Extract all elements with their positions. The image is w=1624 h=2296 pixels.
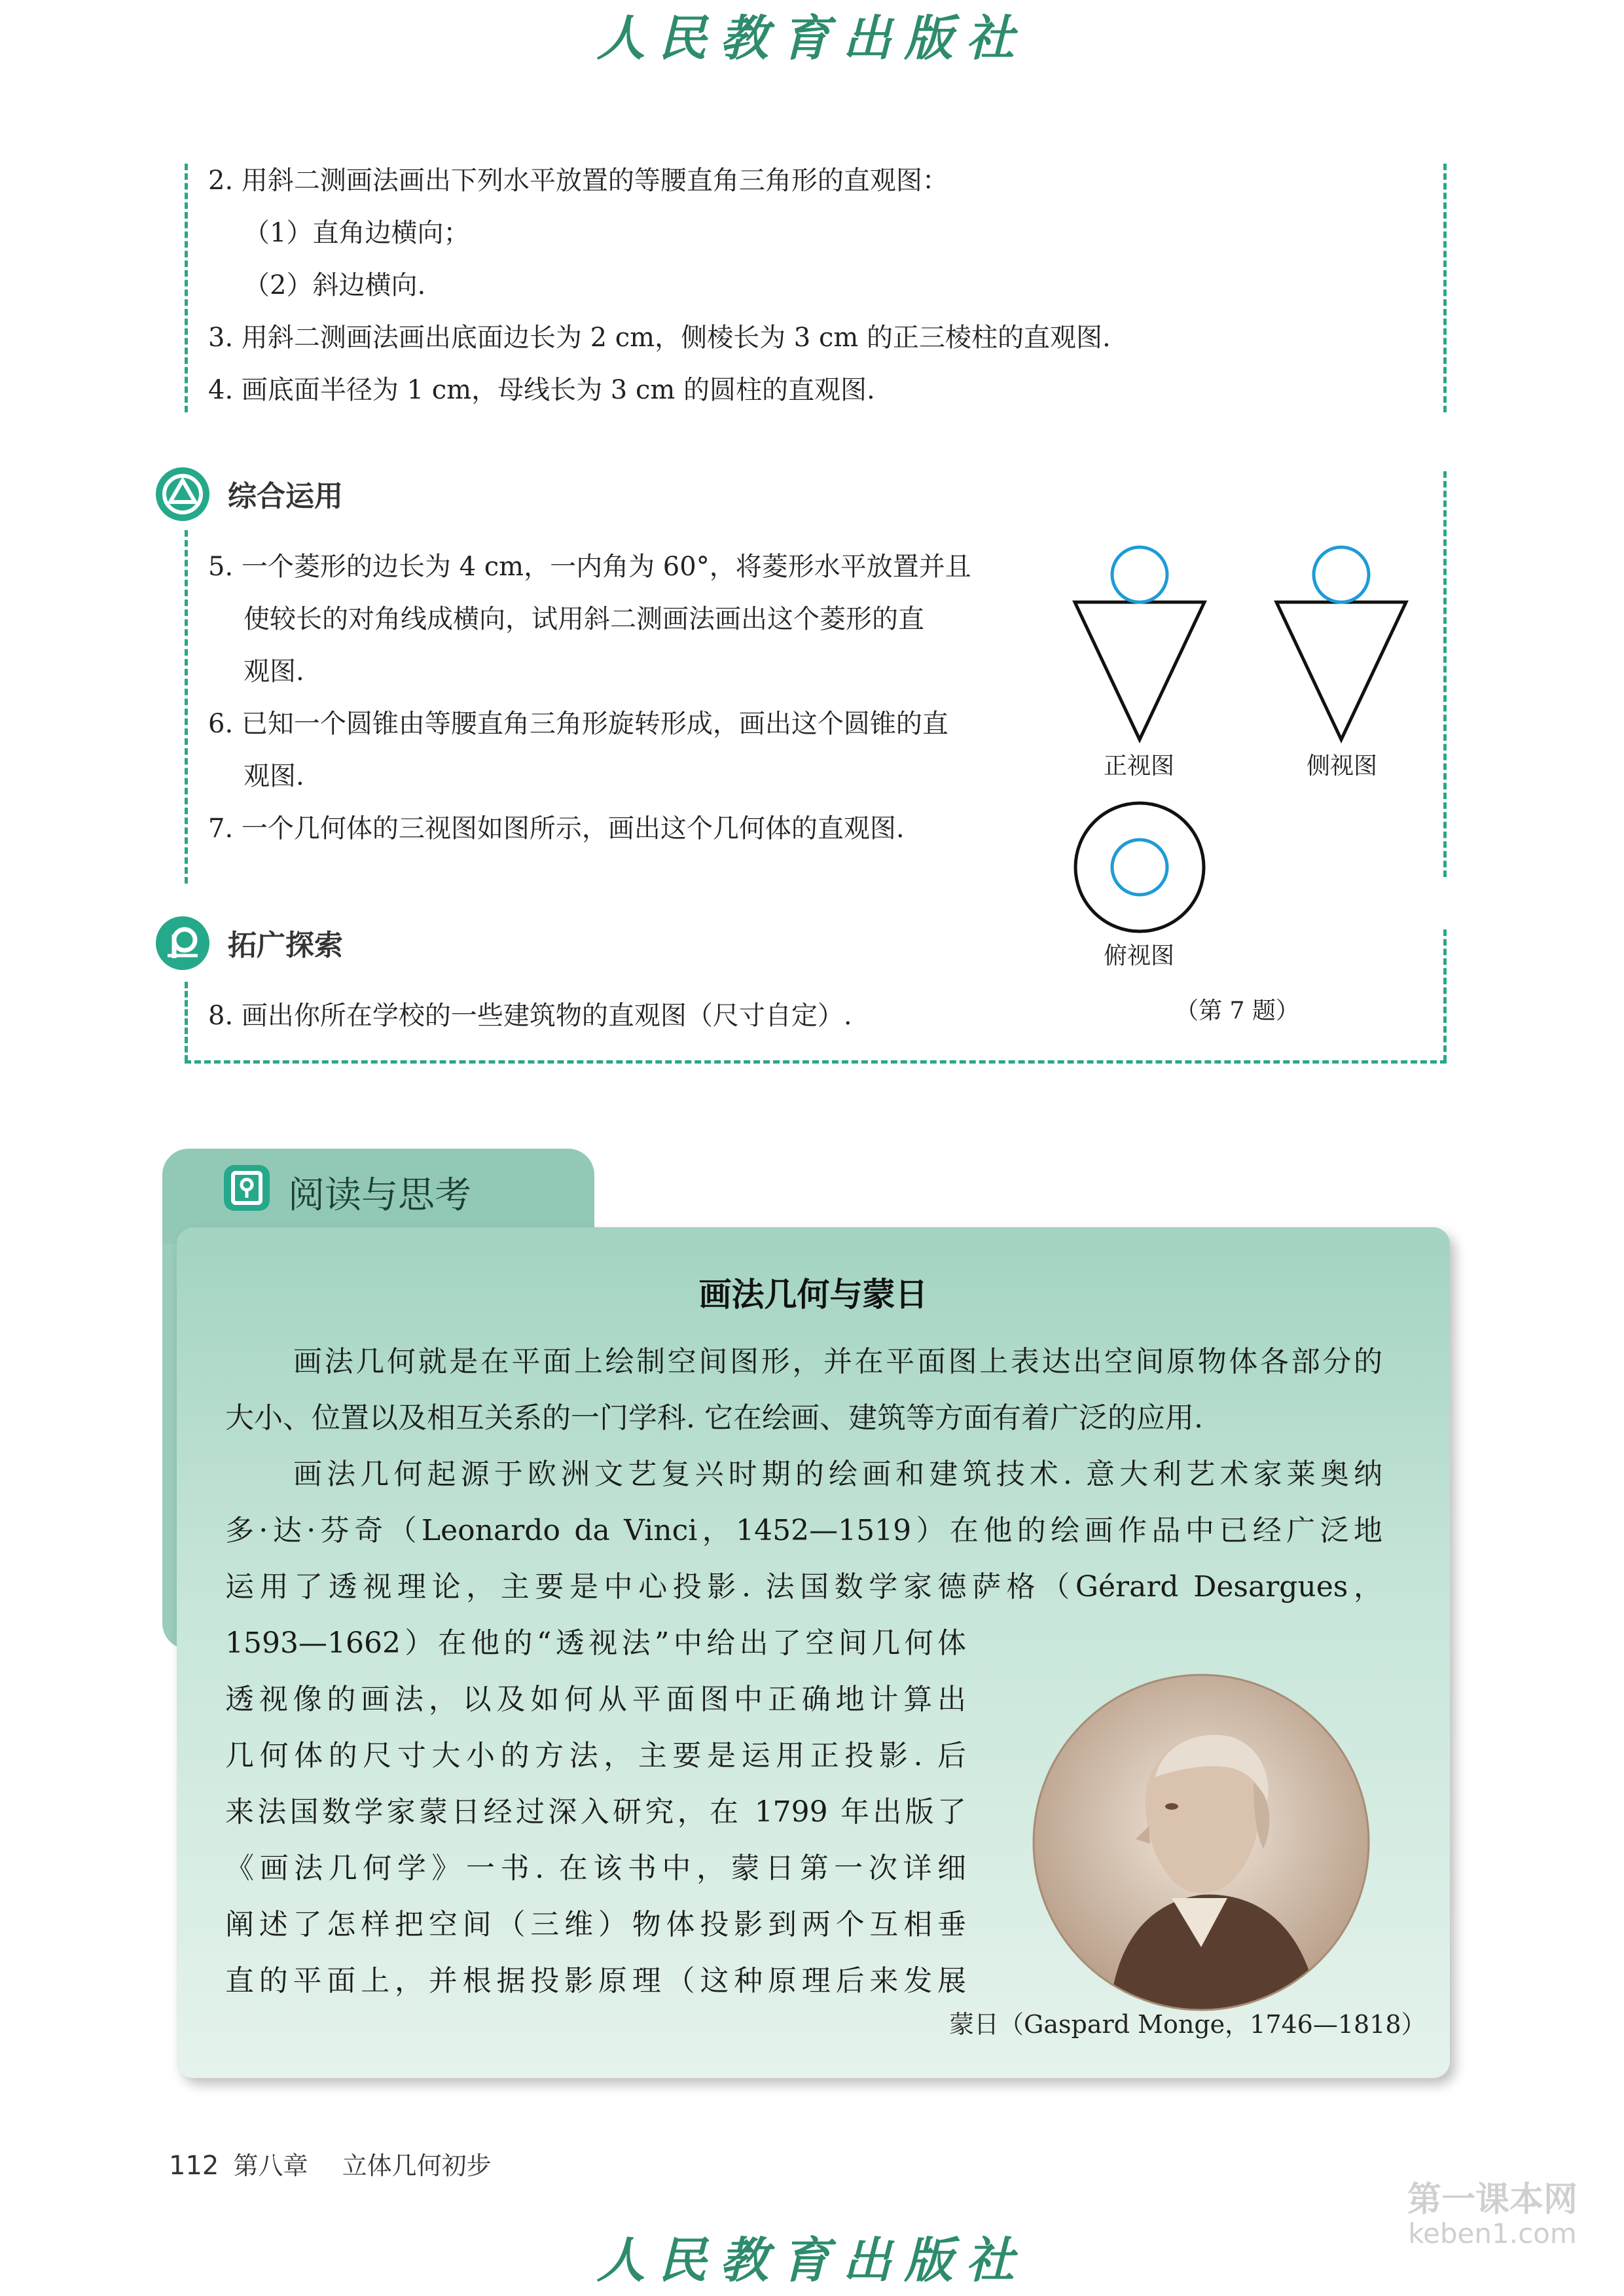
explore-section-title: 拓广探索 bbox=[228, 929, 343, 962]
side-view-label: 侧视图 bbox=[1306, 753, 1377, 780]
para2-line-9: 阐述了怎样把空间（三维）物体投影到两个互相垂 bbox=[225, 1908, 966, 1941]
side-view bbox=[1276, 547, 1406, 740]
watermark-line-1: 第一课本网 bbox=[1407, 2180, 1578, 2219]
article-title: 画法几何与蒙日 bbox=[698, 1276, 928, 1314]
para2-line-1: 画法几何起源于欧洲文艺复兴时期的绘画和建筑技术. 意大利艺术家莱奥纳 bbox=[293, 1458, 1382, 1491]
exercise-2: 2. 用斜二测画法画出下列水平放置的等腰直角三角形的直观图： bbox=[208, 166, 948, 196]
monge-portrait bbox=[1031, 1672, 1371, 2013]
para2-line-6: 几何体的尺寸大小的方法，主要是运用正投影. 后 bbox=[225, 1739, 966, 1772]
exercise-5-line-3: 观图. bbox=[244, 656, 304, 687]
dashed-border-left-bottom bbox=[185, 982, 188, 1062]
dashed-border-right-bottom bbox=[1443, 929, 1447, 1062]
dashed-border-right-mid bbox=[1443, 471, 1447, 877]
comprehensive-section-title: 综合运用 bbox=[228, 480, 343, 513]
para2-line-4: 1593—1662）在他的“透视法”中给出了空间几何体 bbox=[225, 1626, 966, 1660]
watermark-line-2: keben1.com bbox=[1408, 2217, 1577, 2250]
exercise-2-part-1: （1）直角边横向； bbox=[244, 218, 470, 248]
comprehensive-section-icon bbox=[154, 466, 211, 522]
chapter-number: 第八章 bbox=[233, 2151, 308, 2180]
para2-line-8: 《画法几何学》一书. 在该书中，蒙日第一次详细 bbox=[225, 1852, 966, 1885]
publisher-footer: 人民教育出版社 bbox=[596, 2233, 1028, 2289]
exercise-4: 4. 画底面半径为 1 cm，母线长为 3 cm 的圆柱的直观图. bbox=[208, 375, 875, 405]
para2-line-5: 透视像的画法，以及如何从平面图中正确地计算出 bbox=[225, 1683, 966, 1716]
page-number: 112 bbox=[169, 2151, 219, 2181]
explore-section-icon bbox=[154, 915, 211, 971]
para2-line-7: 来法国数学家蒙日经过深入研究，在 1799 年出版了 bbox=[225, 1795, 966, 1829]
para2-line-3: 运用了透视理论，主要是中心投影. 法国数学家德萨格（Gérard Desargues， bbox=[225, 1570, 1382, 1604]
para2-line-2: 多·达·芬奇（Leonardo da Vinci，1452—1519）在他的绘画作品中已经广泛地 bbox=[225, 1514, 1382, 1547]
exercise-6-line-1: 6. 已知一个圆锥由等腰直角三角形旋转形成，画出这个圆锥的直 bbox=[208, 709, 948, 739]
exercise-5-line-2: 使较长的对角线成横向，试用斜二测画法画出这个菱形的直 bbox=[244, 604, 924, 634]
para1-line-1: 画法几何就是在平面上绘制空间图形，并在平面图上表达出空间原物体各部分的 bbox=[293, 1345, 1382, 1378]
reading-icon bbox=[223, 1164, 271, 1212]
dashed-border-left-top bbox=[185, 164, 188, 412]
exercise-8: 8. 画出你所在学校的一些建筑物的直观图（尺寸自定）. bbox=[208, 1001, 852, 1031]
exercise-7: 7. 一个几何体的三视图如图所示，画出这个几何体的直观图. bbox=[208, 814, 905, 844]
portrait-caption: 蒙日（Gaspard Monge，1746—1818） bbox=[949, 2010, 1426, 2039]
figure-caption: （第 7 题） bbox=[1175, 997, 1299, 1024]
top-view-label: 俯视图 bbox=[1103, 942, 1174, 969]
front-view-label: 正视图 bbox=[1103, 753, 1174, 780]
publisher-header: 人民教育出版社 bbox=[596, 10, 1028, 67]
dashed-border-right-top bbox=[1443, 164, 1447, 412]
front-view bbox=[1075, 547, 1204, 740]
page-footer bbox=[169, 2145, 492, 2181]
para2-line-10: 直的平面上，并根据投影原理（这种原理后来发展 bbox=[225, 1964, 966, 1998]
reading-section-label: 阅读与思考 bbox=[288, 1174, 471, 1217]
para1-line-2: 大小、位置以及相互关系的一门学科. 它在绘画、建筑等方面有着广泛的应用. bbox=[225, 1401, 1203, 1435]
exercise-5-line-1: 5. 一个菱形的边长为 4 cm，一内角为 60°，将菱形水平放置并且 bbox=[208, 552, 971, 582]
exercise-3: 3. 用斜二测画法画出底面边长为 2 cm，侧棱长为 3 cm 的正三棱柱的直观图. bbox=[208, 323, 1111, 353]
top-view bbox=[1075, 803, 1204, 931]
exercise-2-part-2: （2）斜边横向. bbox=[244, 270, 426, 300]
dashed-border-bottom bbox=[185, 1060, 1447, 1064]
dashed-border-left-mid bbox=[185, 530, 188, 884]
chapter-title: 立体几何初步 bbox=[342, 2151, 492, 2180]
exercise-6-line-2: 观图. bbox=[244, 761, 304, 791]
